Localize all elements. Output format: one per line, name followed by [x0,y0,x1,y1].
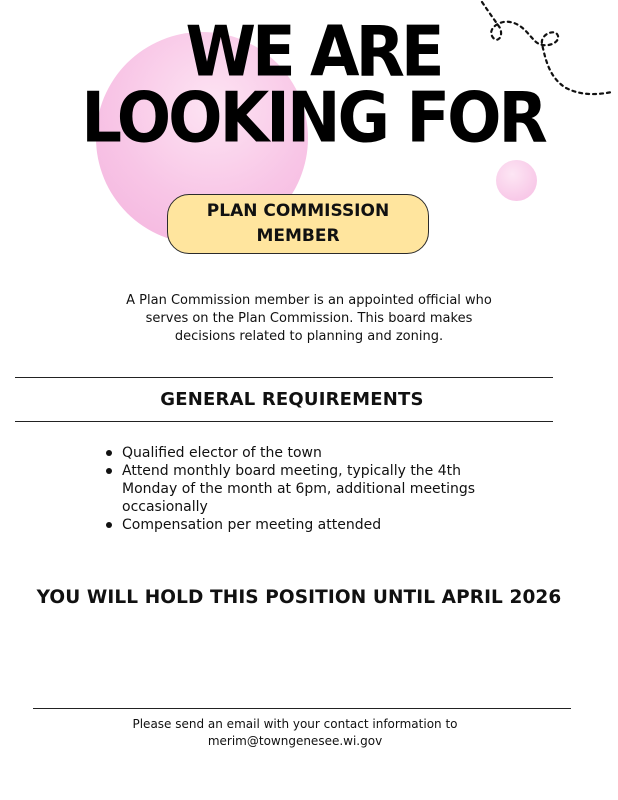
intro-line-1: A Plan Commission member is an appointed official who [126,293,492,308]
small-pink-circle-decoration [496,160,537,201]
contact-instruction: Please send an email with your contact information to [132,717,458,731]
requirement-text: Qualified elector of the town [122,445,322,461]
requirements-title: GENERAL REQUIREMENTS [160,389,424,410]
requirement-text: Monday of the month at 6pm, additional meetings [122,481,476,497]
term-statement: YOU WILL HOLD THIS POSITION UNTIL APRIL 2026 [36,587,562,608]
intro-paragraph [100,292,518,346]
list-item [104,444,484,462]
position-title-line2: MEMBER [256,226,340,246]
requirement-text: Attend monthly board meeting, typically the 4th [122,463,462,479]
divider-bottom [15,421,553,422]
requirement-text: occasionally [122,499,208,515]
requirements-list [104,444,484,534]
divider-top [15,377,553,378]
bullet-icon [106,522,112,528]
position-title-line1: PLAN COMMISSION [206,201,390,221]
intro-line-2: serves on the Plan Commission. This board makes [145,311,473,326]
headline-looking-for: LOOKING FOR [81,79,545,159]
headline-we-are: WE ARE [185,13,441,93]
position-badge [167,194,429,254]
contact-footer [33,716,557,750]
bullet-icon [106,450,112,456]
contact-email: merim@towngenesee.wi.gov [207,734,383,748]
list-item [104,516,484,534]
requirement-text: Compensation per meeting attended [122,517,382,533]
bullet-icon [106,468,112,474]
footer-divider [33,708,571,709]
intro-line-3: decisions related to planning and zoning. [174,329,444,344]
list-item [104,462,484,516]
